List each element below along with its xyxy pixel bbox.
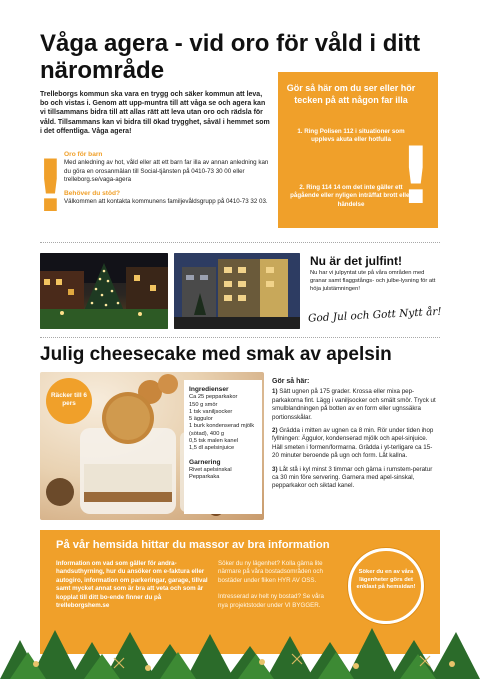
ingredients-title: Ingredienser	[189, 386, 229, 393]
garnish-title: Garnering	[189, 458, 221, 466]
support-title: Behöver du stöd?	[64, 189, 121, 197]
ingredient-item: 1 tsk vaniljsocker	[189, 408, 233, 415]
steps-title: Gör så här:	[272, 378, 310, 385]
apartment-search-badge: Söker du en av våra lägenheter görs det enklast på hemsidan!	[348, 548, 424, 624]
ingredient-item: 1 burk kondenserad mjölk (sötad), 400 g	[189, 423, 255, 437]
garnish-item: Pepparkaka	[189, 474, 220, 481]
garnish-item: Rivet apelsinskal	[189, 466, 232, 473]
ingredient-item: 1,5 dl apelsinjuice	[189, 445, 235, 452]
christmas-tree-photo	[40, 253, 168, 329]
emergency-item-police: 1. Ring Polisen 112 i situationer som upplevs akuta eller hotfulla	[297, 128, 405, 144]
divider	[40, 337, 440, 338]
recipe-step	[272, 388, 438, 422]
building-lights-photo	[174, 253, 300, 329]
recipe-title: Julig cheesecake med smak av apelsin	[40, 344, 392, 365]
band-apartments-text	[218, 560, 330, 618]
step-number: 1)	[272, 388, 278, 396]
ingredient-item: 0,5 tsk malen kanel	[189, 438, 239, 445]
band-new-projects: Intresserad av helt ny bostad? Se våra nya projektstoder under VI BYGGER.	[218, 593, 324, 609]
ingredients-card	[184, 380, 262, 514]
page-title: Våga agera - vid oro för våld i ditt närområde	[40, 30, 421, 84]
season-greeting: God Jul och Gott Nytt år!	[307, 305, 442, 325]
emergency-item-non-urgent: 2. Ring 114 14 om det inte gäller ett pågående eller nyligen inträffat brott eller händelse	[290, 184, 412, 208]
ingredient-item: 5 äggulor	[189, 416, 213, 423]
step-text: Sätt ugnen på 175 grader. Krossa eller mixa pep-parkakorna fint. Lägg i vaniljsocker och smält smör. Tryck ut smulblandningen på botten av en form eller ugnssäkra portionsskålar.	[272, 388, 436, 421]
ingredient-item: 150 g smör	[189, 401, 218, 408]
step-number: 3)	[272, 465, 278, 473]
band-title: På vår hemsida hittar du massor av bra information	[56, 539, 330, 551]
julfint-text: Nu har vi julpyntat ute på våra områden med granar samt flaggstångs- och julbe-lysning för att höja julstämningen!	[310, 270, 436, 292]
step-text: Låt stå i kyl minst 3 timmar och gärna i rumstem-peratur ca 30 min före servering. Garnera med apel-sinskal, pepparkakor och siktad kanel.	[272, 465, 433, 490]
divider	[40, 242, 440, 243]
help-section	[64, 150, 269, 210]
recipe-steps	[272, 378, 438, 496]
step-text: Grädda i mitten av ugnen ca 8 min. Rör under tiden ihop fyllningen: Äggulor, kondenserad mjölk och apel-sinjuice. Häll smeten i formen/formarna. Grädda i yt-terligare ca 15-20 minuter beroende på ugn och form. Låt kallna.	[272, 427, 434, 460]
emergency-box-title: Gör så här om du ser eller hör tecken på att någon far illa	[286, 83, 416, 105]
intro-paragraph: Trelleborgs kommun ska vara en trygg och säker kommun att leva, bo och vistas i. Genom att upp-muntra till att våga se och agera kan vi tillsammans bidra till att allas rätt att leva utan oro och rädsla för våld. Tillsammans kan vi bidra till ökad trygghet, såväl i hemmet som i det offentliga. Våga agera!	[40, 91, 270, 135]
julfint-title: Nu är det julfint!	[310, 254, 402, 268]
band-info-text: Information om vad som gäller för andra-handsuthyrning, hur du ansöker om e-faktura eller autogiro, information om parkeringar, garage, tillval samt mycket annat som är bra att veta och som är kopplat till ditt bo-ende finner du på trelleborgshem.se	[56, 560, 208, 610]
ingredient-item: Ca 25 pepparkakor	[189, 394, 238, 401]
recipe-step	[272, 427, 438, 461]
band-apartments-search: Söker du ny lägenhet? Kolla gärna lite närmare på våra bostadsområden och bostäder under fliken HYR AV OSS.	[218, 560, 323, 584]
servings-badge: Räcker till 6 pers	[46, 378, 92, 424]
pine-garland-decoration	[0, 618, 480, 679]
step-number: 2)	[272, 427, 278, 435]
worry-title: Oro för barn	[64, 151, 103, 158]
worry-text: Med anledning av hot, våld eller att ett barn far illa av annan anledning kan du göra en orosanmälan till Social-tjänsten på 0410-73 30 00 eller trelleborg.se/vaga-agera	[64, 159, 269, 184]
support-text: Välkommen att kontakta kommunens familjevåldsgrupp på 0410-73 32 03.	[64, 197, 268, 205]
christmas-tree-illustration	[40, 253, 168, 329]
exclamation-icon-white: !	[398, 132, 434, 222]
exclamation-icon: !	[34, 144, 67, 228]
building-illustration	[174, 253, 300, 329]
recipe-step	[272, 466, 438, 491]
